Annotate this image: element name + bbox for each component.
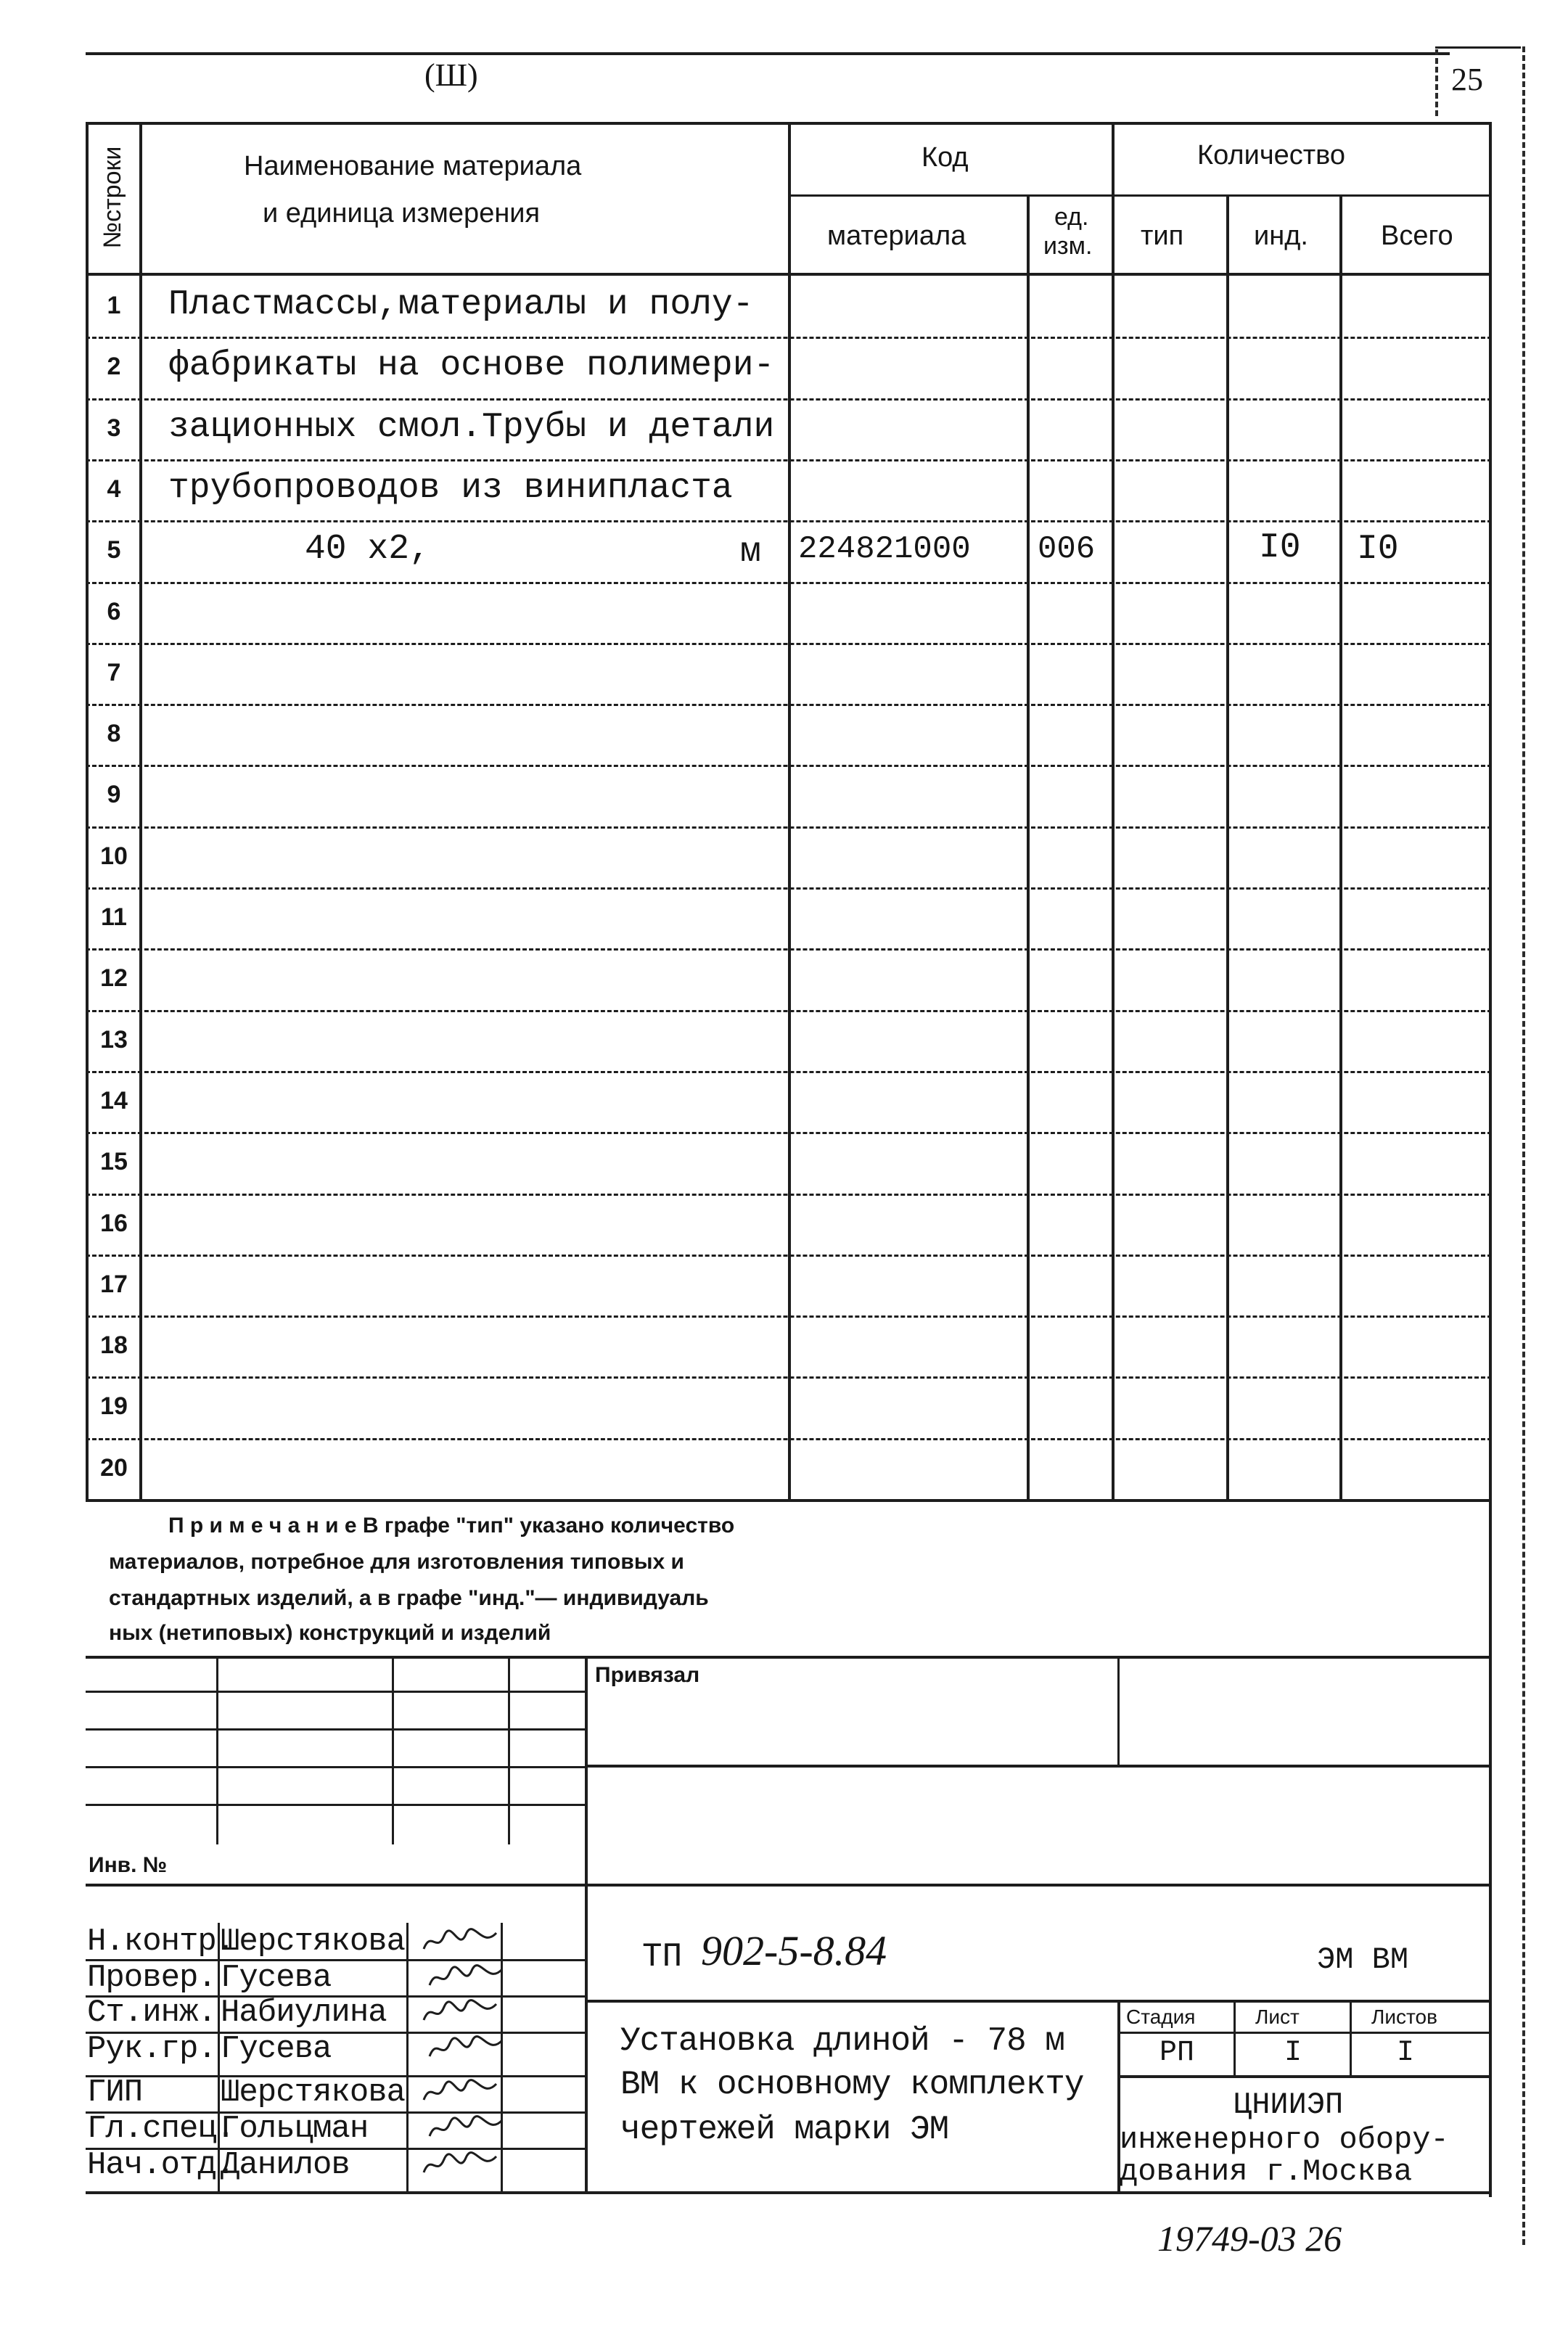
row-number: 19 bbox=[100, 1392, 128, 1421]
note-line-1: П р и м е ч а н и е В графе "тип" указано количество bbox=[168, 1514, 735, 1538]
note-line-2: материалов, потребное для изготовления типовых и bbox=[109, 1550, 684, 1574]
tb-v-3 bbox=[508, 1656, 510, 1844]
row-number: 16 bbox=[100, 1209, 128, 1237]
sheets-label: Листов bbox=[1371, 2006, 1437, 2028]
row-number: 3 bbox=[107, 414, 121, 442]
header-name-line2: и единица измерения bbox=[263, 198, 541, 229]
row-separator bbox=[86, 765, 1492, 767]
row-name: зационных смол.Трубы и детали bbox=[168, 407, 775, 447]
page-number: 25 bbox=[1451, 62, 1483, 97]
row-number: 20 bbox=[100, 1453, 128, 1482]
inv-number-label: Инв. № bbox=[89, 1853, 168, 1877]
signatory-role: Н.контр. bbox=[87, 1924, 235, 1960]
org-line-2: инженерного обору- bbox=[1120, 2122, 1449, 2157]
row-name: трубопроводов из винипласта bbox=[168, 468, 733, 508]
row-number: 7 bbox=[107, 658, 121, 686]
note-line-3: стандартных изделий, а в графе "инд."— индивидуаль bbox=[109, 1586, 709, 1610]
handwritten-signature bbox=[427, 1963, 506, 1992]
row-separator bbox=[86, 704, 1492, 706]
tb-h-code-bottom bbox=[585, 2000, 1492, 2003]
tb-h-4 bbox=[86, 1804, 586, 1806]
col-sep-ind bbox=[1339, 194, 1342, 1501]
row-separator bbox=[86, 337, 1492, 339]
tb-h-attached-bottom bbox=[585, 1765, 1492, 1768]
signatory-role: Ст.инж. bbox=[87, 1995, 216, 2031]
row-number: 5 bbox=[107, 536, 121, 565]
org-line-1: ЦНИИЭП bbox=[1234, 2088, 1344, 2122]
col-sep-type bbox=[1226, 194, 1229, 1501]
handwritten-signature bbox=[421, 2078, 501, 2107]
signatory-role: Гл.спец. bbox=[87, 2111, 235, 2147]
stage-label: Стадия bbox=[1126, 2006, 1196, 2028]
row-total: I0 bbox=[1357, 530, 1399, 570]
row-separator bbox=[86, 826, 1492, 829]
sheets-value: I bbox=[1397, 2037, 1415, 2069]
header-row-no: №строки bbox=[99, 146, 126, 249]
row-number: 14 bbox=[100, 1086, 128, 1115]
tb-bottom-rule bbox=[86, 2191, 1492, 2194]
row-number: 15 bbox=[100, 1148, 128, 1176]
row-number: 1 bbox=[107, 292, 121, 319]
row-unit: м bbox=[740, 533, 761, 572]
header-ind: инд. bbox=[1254, 221, 1308, 251]
section-mark: (Ш) bbox=[424, 57, 478, 93]
row-separator bbox=[86, 1132, 1492, 1134]
col-sep-name bbox=[788, 122, 791, 1501]
row-unit-code: 006 bbox=[1038, 531, 1096, 568]
doc-code: 902-5-8.84 bbox=[701, 1927, 887, 1974]
col-sep-code bbox=[1027, 194, 1030, 1501]
signatory-name: Набиулина bbox=[221, 1995, 387, 2031]
header-name-line1: Наименование материала bbox=[244, 151, 582, 181]
header-code: Код bbox=[921, 142, 969, 173]
header-mid-rule bbox=[788, 194, 1492, 197]
title-line-2: ВМ к основному комплекту bbox=[620, 2066, 1084, 2103]
signatory-role: Рук.гр. bbox=[87, 2031, 216, 2067]
tb-v-1 bbox=[216, 1656, 218, 1844]
row-number: 18 bbox=[100, 1331, 128, 1360]
org-line-3: дования г.Москва bbox=[1120, 2154, 1413, 2189]
row-ind: I0 bbox=[1259, 528, 1301, 568]
row-separator bbox=[86, 1438, 1492, 1440]
row-number: 10 bbox=[100, 842, 128, 870]
row-separator bbox=[86, 1194, 1492, 1196]
row-separator bbox=[86, 398, 1492, 401]
handwritten-signature bbox=[421, 2151, 501, 2180]
header-unit-line1: ед. bbox=[1054, 203, 1089, 231]
row-number: 8 bbox=[107, 720, 121, 748]
row-separator bbox=[86, 1376, 1492, 1379]
sheet-value: I bbox=[1284, 2037, 1302, 2069]
header-type: тип bbox=[1141, 221, 1184, 251]
row-number: 9 bbox=[107, 781, 121, 809]
row-separator bbox=[86, 1010, 1492, 1012]
row-separator bbox=[86, 1315, 1492, 1318]
header-total: Всего bbox=[1381, 221, 1453, 251]
tb-v-2 bbox=[392, 1656, 394, 1844]
tb-v-stage-1 bbox=[1234, 2000, 1236, 2075]
sig-v-2 bbox=[406, 1923, 409, 2191]
page-number-box-left bbox=[1435, 49, 1438, 116]
signatory-name: Шерстякова bbox=[221, 2074, 406, 2111]
signatory-name: Гольцман bbox=[221, 2111, 369, 2147]
tb-h-1 bbox=[86, 1691, 586, 1693]
tb-v-stage-2 bbox=[1350, 2000, 1352, 2075]
signatory-name: Гусева bbox=[221, 2031, 332, 2067]
header-bottom-rule bbox=[86, 273, 1492, 276]
doc-mark: ЭМ ВМ bbox=[1317, 1942, 1409, 1977]
row-separator bbox=[86, 459, 1492, 461]
title-line-1: Установка длиной - 78 м bbox=[620, 2022, 1064, 2060]
signatory-name: Гусева bbox=[221, 1960, 332, 1996]
tb-h-stage-bottom bbox=[1117, 2075, 1492, 2078]
col-sep-num bbox=[139, 122, 142, 1501]
title-line-3: чертежей марки ЭМ bbox=[620, 2111, 949, 2148]
tb-v-attached-right bbox=[1117, 1656, 1120, 1765]
row-separator bbox=[86, 582, 1492, 584]
note-line-4: ных (нетиповых) конструкций и изделий bbox=[109, 1621, 551, 1645]
row-number: 11 bbox=[101, 903, 127, 931]
tb-h-stage-mid bbox=[1117, 2032, 1492, 2034]
doc-code-prefix: ТП bbox=[642, 1938, 683, 1976]
row-name: 40 х2, bbox=[305, 530, 430, 570]
row-number: 2 bbox=[107, 353, 121, 381]
signatory-role: Провер. bbox=[87, 1960, 216, 1996]
header-quantity: Количество bbox=[1197, 140, 1346, 171]
row-number: 13 bbox=[100, 1025, 128, 1054]
handwritten-signature bbox=[421, 1927, 501, 1956]
sheet-label: Лист bbox=[1255, 2006, 1300, 2028]
header-top-rule bbox=[86, 122, 1492, 125]
row-separator bbox=[86, 520, 1492, 522]
footer-stamp: 19749-03 26 bbox=[1157, 2218, 1342, 2259]
tb-h-inv-bottom bbox=[86, 1884, 1492, 1887]
signatory-name: Шерстякова bbox=[221, 1924, 406, 1960]
row-number: 17 bbox=[100, 1270, 128, 1298]
tb-h-2 bbox=[86, 1728, 586, 1731]
table-bottom-rule bbox=[86, 1499, 1492, 1502]
stage-value: РП bbox=[1159, 2037, 1195, 2069]
row-separator bbox=[86, 1255, 1492, 1257]
top-rule bbox=[86, 52, 1450, 55]
right-margin-dashed-line bbox=[1522, 46, 1525, 2245]
signatory-role: Нач.отд. bbox=[87, 2147, 235, 2183]
handwritten-signature bbox=[421, 1998, 501, 2027]
row-name: фабрикаты на основе полимери- bbox=[168, 346, 775, 386]
row-name: Пластмассы,материалы и полу- bbox=[168, 285, 754, 324]
handwritten-signature bbox=[427, 2035, 506, 2064]
row-material-code: 224821000 bbox=[798, 531, 971, 568]
handwritten-signature bbox=[427, 2114, 506, 2143]
tb-top-rule bbox=[86, 1656, 1492, 1659]
page-number-box-top bbox=[1435, 46, 1521, 49]
signatory-name: Данилов bbox=[221, 2147, 350, 2183]
row-number: 4 bbox=[107, 475, 121, 503]
row-separator bbox=[86, 948, 1492, 951]
tb-h-3 bbox=[86, 1766, 586, 1768]
row-number: 12 bbox=[100, 964, 128, 993]
row-separator bbox=[86, 643, 1492, 645]
col-sep-unit bbox=[1112, 122, 1115, 1501]
row-separator bbox=[86, 1071, 1492, 1073]
row-separator bbox=[86, 887, 1492, 890]
row-number: 6 bbox=[107, 597, 121, 625]
attached-label: Привязал bbox=[595, 1663, 700, 1687]
header-material-code: материала bbox=[827, 221, 966, 251]
header-unit-line2: изм. bbox=[1043, 232, 1093, 260]
signatory-role: ГИП bbox=[87, 2074, 143, 2111]
